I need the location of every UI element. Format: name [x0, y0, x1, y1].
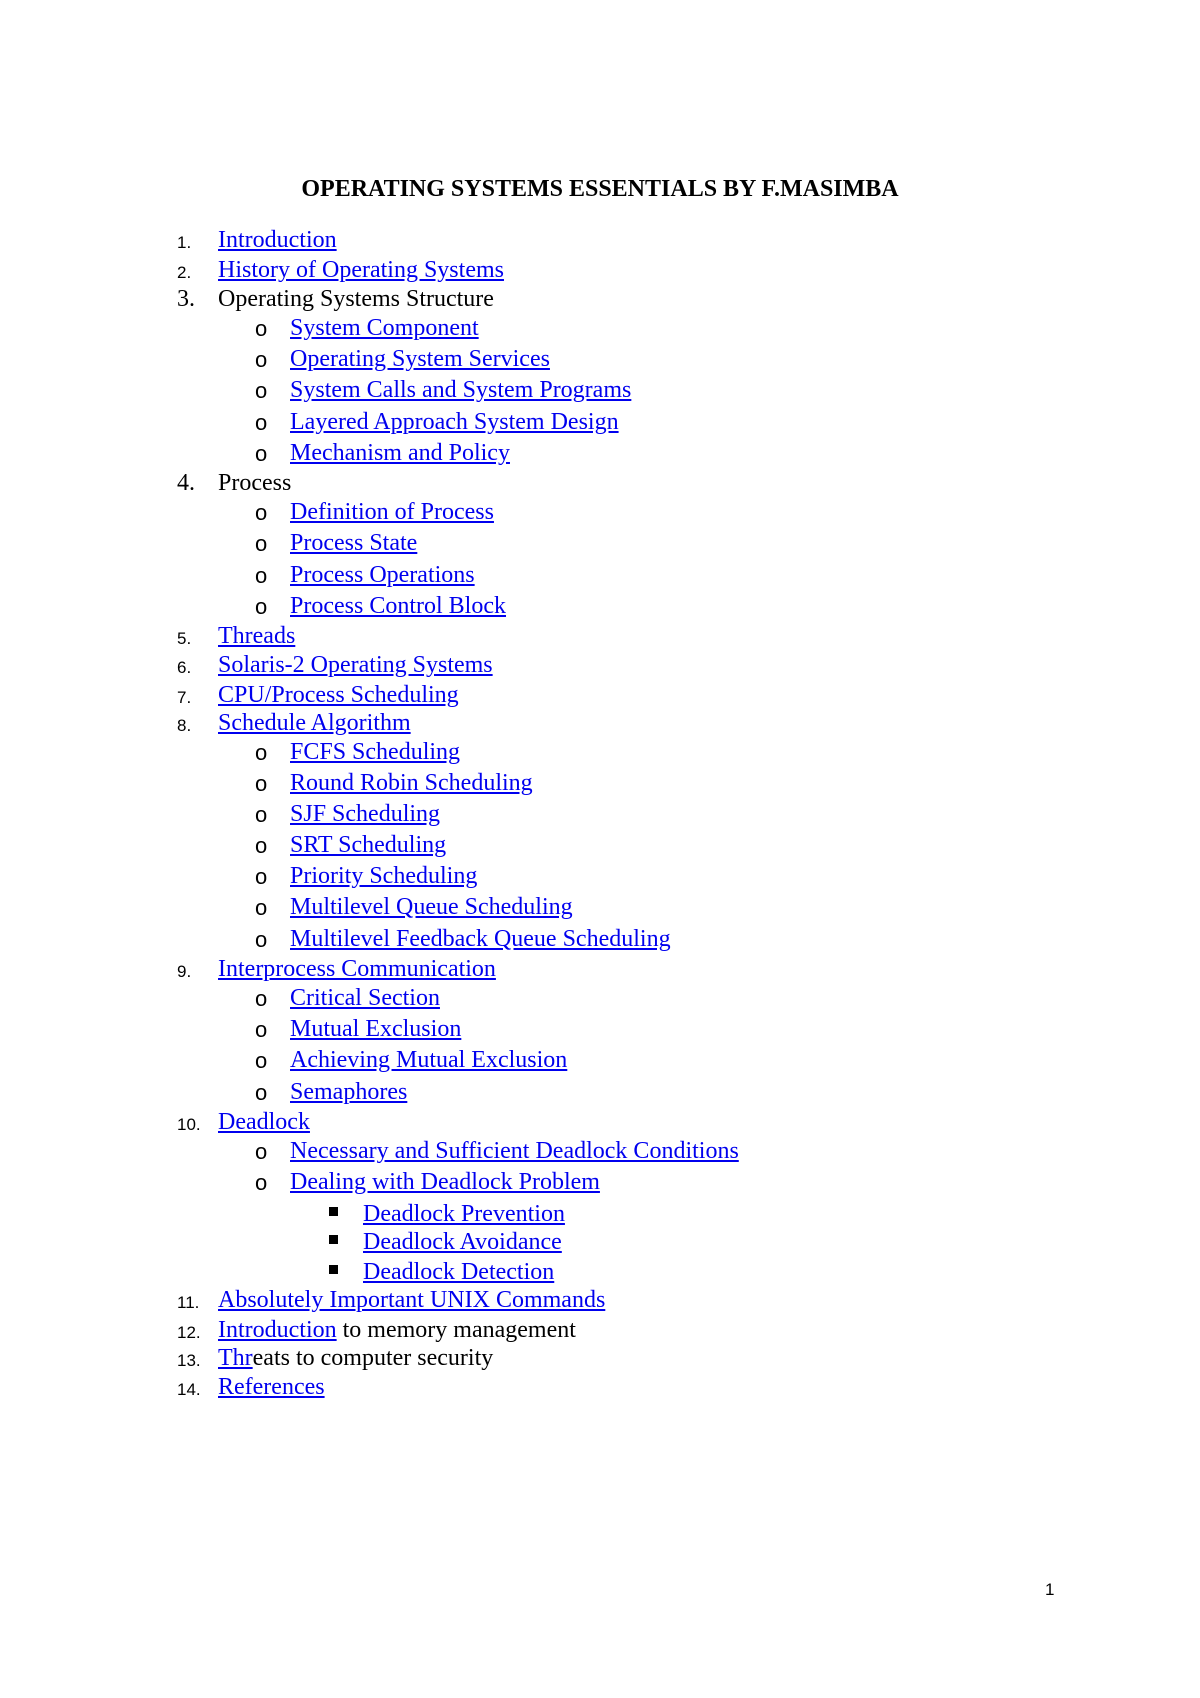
toc-plain-text: eats to computer security [252, 1345, 494, 1371]
hollow-bullet-icon: o [255, 316, 268, 341]
hollow-bullet-icon: o [255, 1048, 268, 1073]
toc-entry-text [218, 710, 411, 737]
toc-number: 9. [177, 962, 192, 981]
toc-link[interactable]: History of Operating Systems [218, 257, 504, 283]
toc-link[interactable]: Mutual Exclusion [290, 1016, 462, 1042]
toc-entry-text [290, 346, 550, 373]
hollow-bullet-icon: o [255, 378, 268, 403]
hollow-bullet-icon: o [255, 347, 268, 372]
toc-entry-text [290, 863, 477, 890]
toc-entry-text [290, 985, 440, 1012]
hollow-bullet-icon: o [255, 927, 268, 952]
toc-number: 6. [177, 658, 192, 677]
toc-entry-text [290, 739, 460, 766]
hollow-bullet-icon: o [255, 833, 268, 858]
toc-entry-text [218, 1109, 310, 1136]
toc-link[interactable]: CPU/Process Scheduling [218, 682, 459, 708]
toc-link[interactable]: Multilevel Queue Scheduling [290, 894, 573, 920]
toc-entry-text [218, 1317, 576, 1344]
hollow-bullet-icon: o [255, 500, 268, 525]
toc-link[interactable]: References [218, 1374, 325, 1400]
toc-entry-text [218, 286, 494, 313]
document-title: OPERATING SYSTEMS ESSENTIALS BY F.MASIMBA [301, 176, 899, 202]
toc-link[interactable]: System Calls and System Programs [290, 377, 632, 403]
toc-link[interactable]: Necessary and Sufficient Deadlock Conditions [290, 1138, 739, 1164]
hollow-bullet-icon: o [255, 531, 268, 556]
toc-link[interactable]: Critical Section [290, 985, 440, 1011]
toc-link[interactable]: Operating System Services [290, 346, 550, 372]
hollow-bullet-icon: o [255, 986, 268, 1011]
toc-link[interactable]: Semaphores [290, 1079, 408, 1105]
toc-entry-text [218, 682, 459, 709]
toc-heading: Operating Systems Structure [218, 286, 494, 312]
hollow-bullet-icon: o [255, 1139, 268, 1164]
toc-link[interactable]: Dealing with Deadlock Problem [290, 1169, 600, 1195]
square-bullet-icon [329, 1207, 338, 1216]
hollow-bullet-icon: o [255, 594, 268, 619]
toc-number: 11. [177, 1293, 200, 1312]
toc-link[interactable]: Layered Approach System Design [290, 409, 619, 435]
hollow-bullet-icon: o [255, 771, 268, 796]
toc-link[interactable]: Deadlock Detection [363, 1259, 555, 1285]
toc-entry-text [218, 652, 493, 679]
toc-entry-text [218, 1345, 493, 1372]
toc-entry-text [290, 1016, 461, 1043]
toc-entry-text [290, 499, 494, 526]
toc-number: 14. [177, 1380, 201, 1399]
toc-link[interactable]: Process Control Block [290, 593, 506, 619]
toc-entry-text [290, 1079, 407, 1106]
toc-entry-text [290, 593, 506, 620]
toc-link[interactable]: Introduction [218, 227, 337, 253]
toc-number: 10. [177, 1115, 201, 1134]
hollow-bullet-icon: o [255, 563, 268, 588]
toc-entry-text [290, 440, 510, 467]
toc-link[interactable]: SJF Scheduling [290, 801, 441, 827]
toc-link[interactable]: System Component [290, 315, 479, 341]
toc-entry-text [290, 926, 671, 953]
toc-entry-text [290, 832, 446, 859]
toc-entry-text [290, 377, 631, 404]
toc-plain-text: to memory management [336, 1317, 576, 1343]
toc-number: 1. [177, 233, 192, 252]
toc-link[interactable]: Multilevel Feedback Queue Scheduling [290, 926, 671, 952]
toc-entry-text [290, 894, 573, 921]
hollow-bullet-icon: o [255, 441, 268, 466]
toc-entry-text [290, 409, 619, 436]
toc-link[interactable]: SRT Scheduling [290, 832, 447, 858]
hollow-bullet-icon: o [255, 1170, 268, 1195]
toc-entry-text [218, 227, 337, 254]
toc-number: 5. [177, 629, 192, 648]
square-bullet-icon [329, 1235, 338, 1244]
toc-link[interactable]: Threads [218, 623, 296, 649]
toc-entry-text [290, 315, 479, 342]
toc-entry-text [363, 1259, 554, 1286]
toc-link[interactable]: Priority Scheduling [290, 863, 478, 889]
toc-entry-text [218, 623, 295, 650]
toc-link[interactable]: Absolutely Important UNIX Commands [218, 1287, 606, 1313]
toc-number: 2. [177, 263, 192, 282]
toc-number: 12. [177, 1323, 201, 1342]
toc-link[interactable]: Introduction [218, 1317, 337, 1343]
toc-number: 13. [177, 1351, 201, 1370]
toc-entry-text [290, 1169, 600, 1196]
toc-entry-text [363, 1201, 565, 1228]
toc-link[interactable]: Process State [290, 530, 418, 556]
toc-entry-text [218, 257, 504, 284]
toc-link[interactable]: Deadlock Avoidance [363, 1229, 562, 1255]
toc-entry-text [363, 1229, 562, 1256]
toc-link[interactable]: Mechanism and Policy [290, 440, 510, 466]
toc-link[interactable]: Solaris-2 Operating Systems [218, 652, 493, 678]
toc-link[interactable]: Process Operations [290, 562, 475, 588]
page-number: 1 [1045, 1580, 1055, 1599]
toc-entry-text [218, 956, 496, 983]
toc-link[interactable]: Schedule Algorithm [218, 710, 411, 736]
toc-link[interactable]: Interprocess Communication [218, 956, 496, 982]
toc-entry-text [290, 770, 533, 797]
toc-entry-text [218, 1374, 325, 1401]
toc-entry-text [290, 1047, 567, 1074]
toc-heading: Process [218, 470, 292, 496]
toc-link[interactable]: Definition of Process [290, 499, 494, 525]
toc-number: 8. [177, 716, 192, 735]
toc-entry-text [290, 530, 417, 557]
square-bullet-icon [329, 1265, 338, 1274]
toc-entry-text [218, 470, 291, 497]
toc-number: 3. [177, 286, 195, 312]
toc-link[interactable]: Round Robin Scheduling [290, 770, 533, 796]
hollow-bullet-icon: o [255, 1017, 268, 1042]
toc-number: 7. [177, 688, 192, 707]
hollow-bullet-icon: o [255, 895, 268, 920]
hollow-bullet-icon: o [255, 1080, 268, 1105]
toc-link[interactable]: Thr [218, 1345, 253, 1371]
toc-number: 4. [177, 470, 195, 496]
toc-link[interactable]: Deadlock Prevention [363, 1201, 565, 1227]
hollow-bullet-icon: o [255, 864, 268, 889]
toc-link[interactable]: Achieving Mutual Exclusion [290, 1047, 568, 1073]
toc-entry-text [290, 562, 475, 589]
toc-link[interactable]: FCFS Scheduling [290, 739, 461, 765]
hollow-bullet-icon: o [255, 740, 268, 765]
toc-entry-text [290, 801, 440, 828]
toc-entry-text [218, 1287, 605, 1314]
hollow-bullet-icon: o [255, 410, 268, 435]
toc-entry-text [290, 1138, 739, 1165]
hollow-bullet-icon: o [255, 802, 268, 827]
toc-link[interactable]: Deadlock [218, 1109, 310, 1135]
